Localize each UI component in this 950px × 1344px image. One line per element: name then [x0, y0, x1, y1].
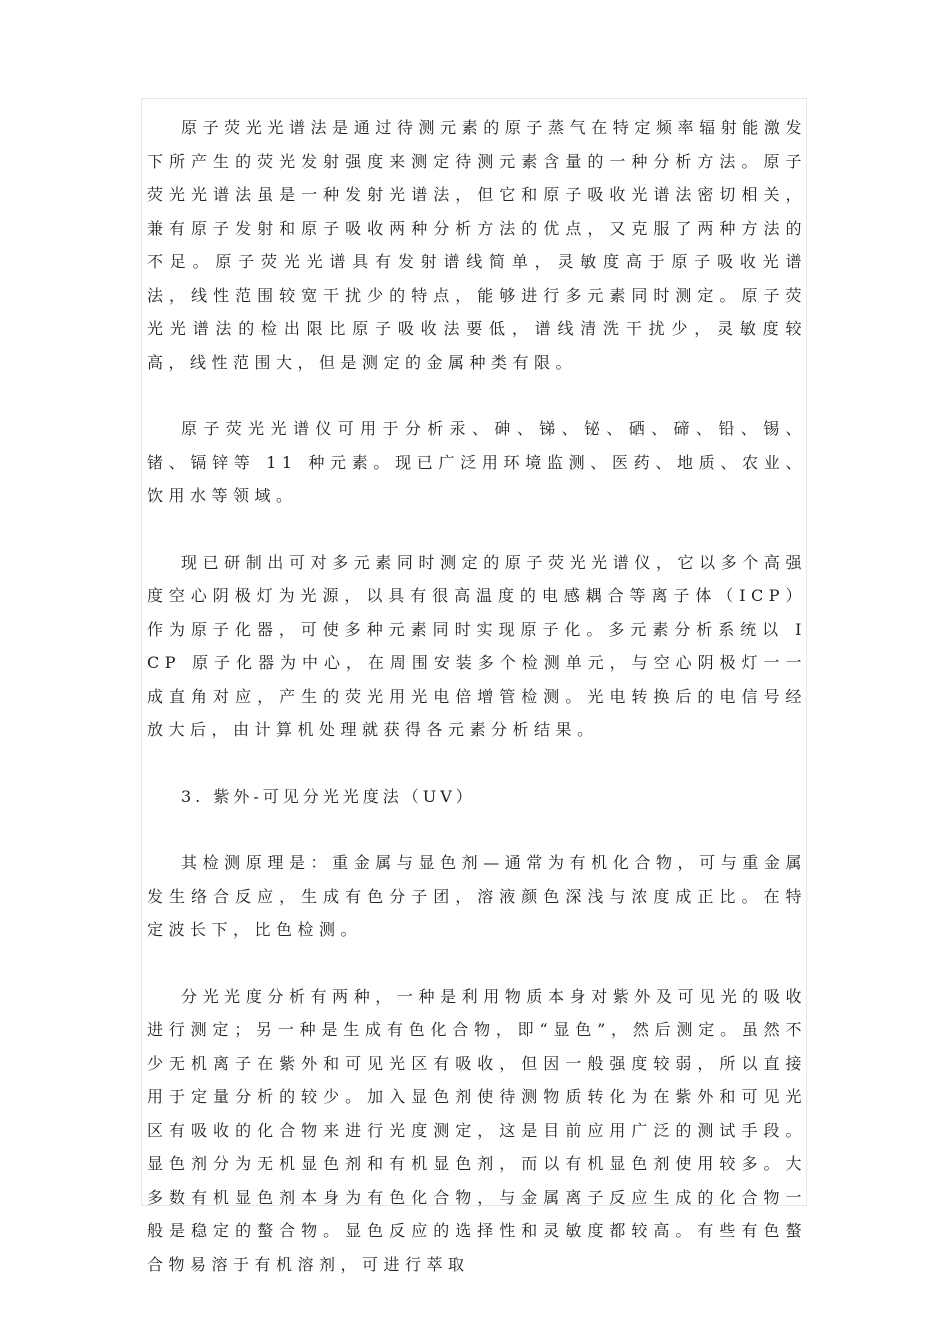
paragraph-afs-principle: 原子荧光光谱法是通过待测元素的原子蒸气在特定频率辐射能激发下所产生的荧光发射强度来测定待测元素含量的一种分析方法。原子荧光光谱法虽是一种发射光谱法，但它和原子吸收光谱法密切相关，兼有原子发射和原子吸收两种分析方法的优点，又克服了两种方法的不足。原子荧光光谱具有发射谱线简单，灵敏度高于原子吸收光谱法，线性范围较宽干扰少的特点，能够进行多元素同时测定。原子荧光光谱法的检出限比原子吸收法要低，谱线清洗干扰少，灵敏度较高，线性范围大，但是测定的金属种类有限。 [147, 118, 807, 372]
paragraph-afs-elements: 原子荧光光谱仪可用于分析汞、砷、锑、铋、硒、碲、铅、锡、锗、镉锌等 11 种元素。现已广泛用环境监测、医药、地质、农业、饮用水等领域。 [147, 419, 807, 505]
paragraph-spectrophotometry: 分光光度分析有两种，一种是利用物质本身对紫外及可见光的吸收进行测定；另一种是生成有色化合物，即“显色”，然后测定。虽然不少无机离子在紫外和可见光区有吸收，但因一般强度较弱，所以直接用于定量分析的较少。加入显色剂使待测物质转化为在紫外和可见光区有吸收的化合物来进行光度测定，这是目前应用广泛的测试手段。显色剂分为无机显色剂和有机显色剂，而以有机显色剂使用较多。大多数有机显色剂本身为有色化合物，与金属离子反应生成的化合物一般是稳定的螯合物。显色反应的选择性和灵敏度都较高。有些有色螯合物易溶于有机溶剂，可进行萃取 [147, 986, 807, 1274]
document-body [147, 111, 807, 1314]
document-page [141, 98, 807, 1274]
paragraph-uv-principle: 其检测原理是：重金属与显色剂—通常为有机化合物，可与重金属发生络合反应，生成有色分子团，溶液颜色深浅与浓度成正比。在特定波长下，比色检测。 [147, 853, 807, 939]
paragraph-multi-element-afs: 现已研制出可对多元素同时测定的原子荧光光谱仪，它以多个高强度空心阴极灯为光源，以具有很高温度的电感耦合等离子体（ICP）作为原子化器，可使多种元素同时实现原子化。多元素分析系统以 ICP 原子化器为中心，在周围安装多个检测单元，与空心阴极灯一一成直角对应，产生的荧光用光电倍增管检测。光电转换后的电信号经放大后，由计算机处理就获得各元素分析结果。 [147, 552, 807, 739]
section-heading-uv: 3. 紫外-可见分光光度法（UV） [181, 786, 476, 806]
